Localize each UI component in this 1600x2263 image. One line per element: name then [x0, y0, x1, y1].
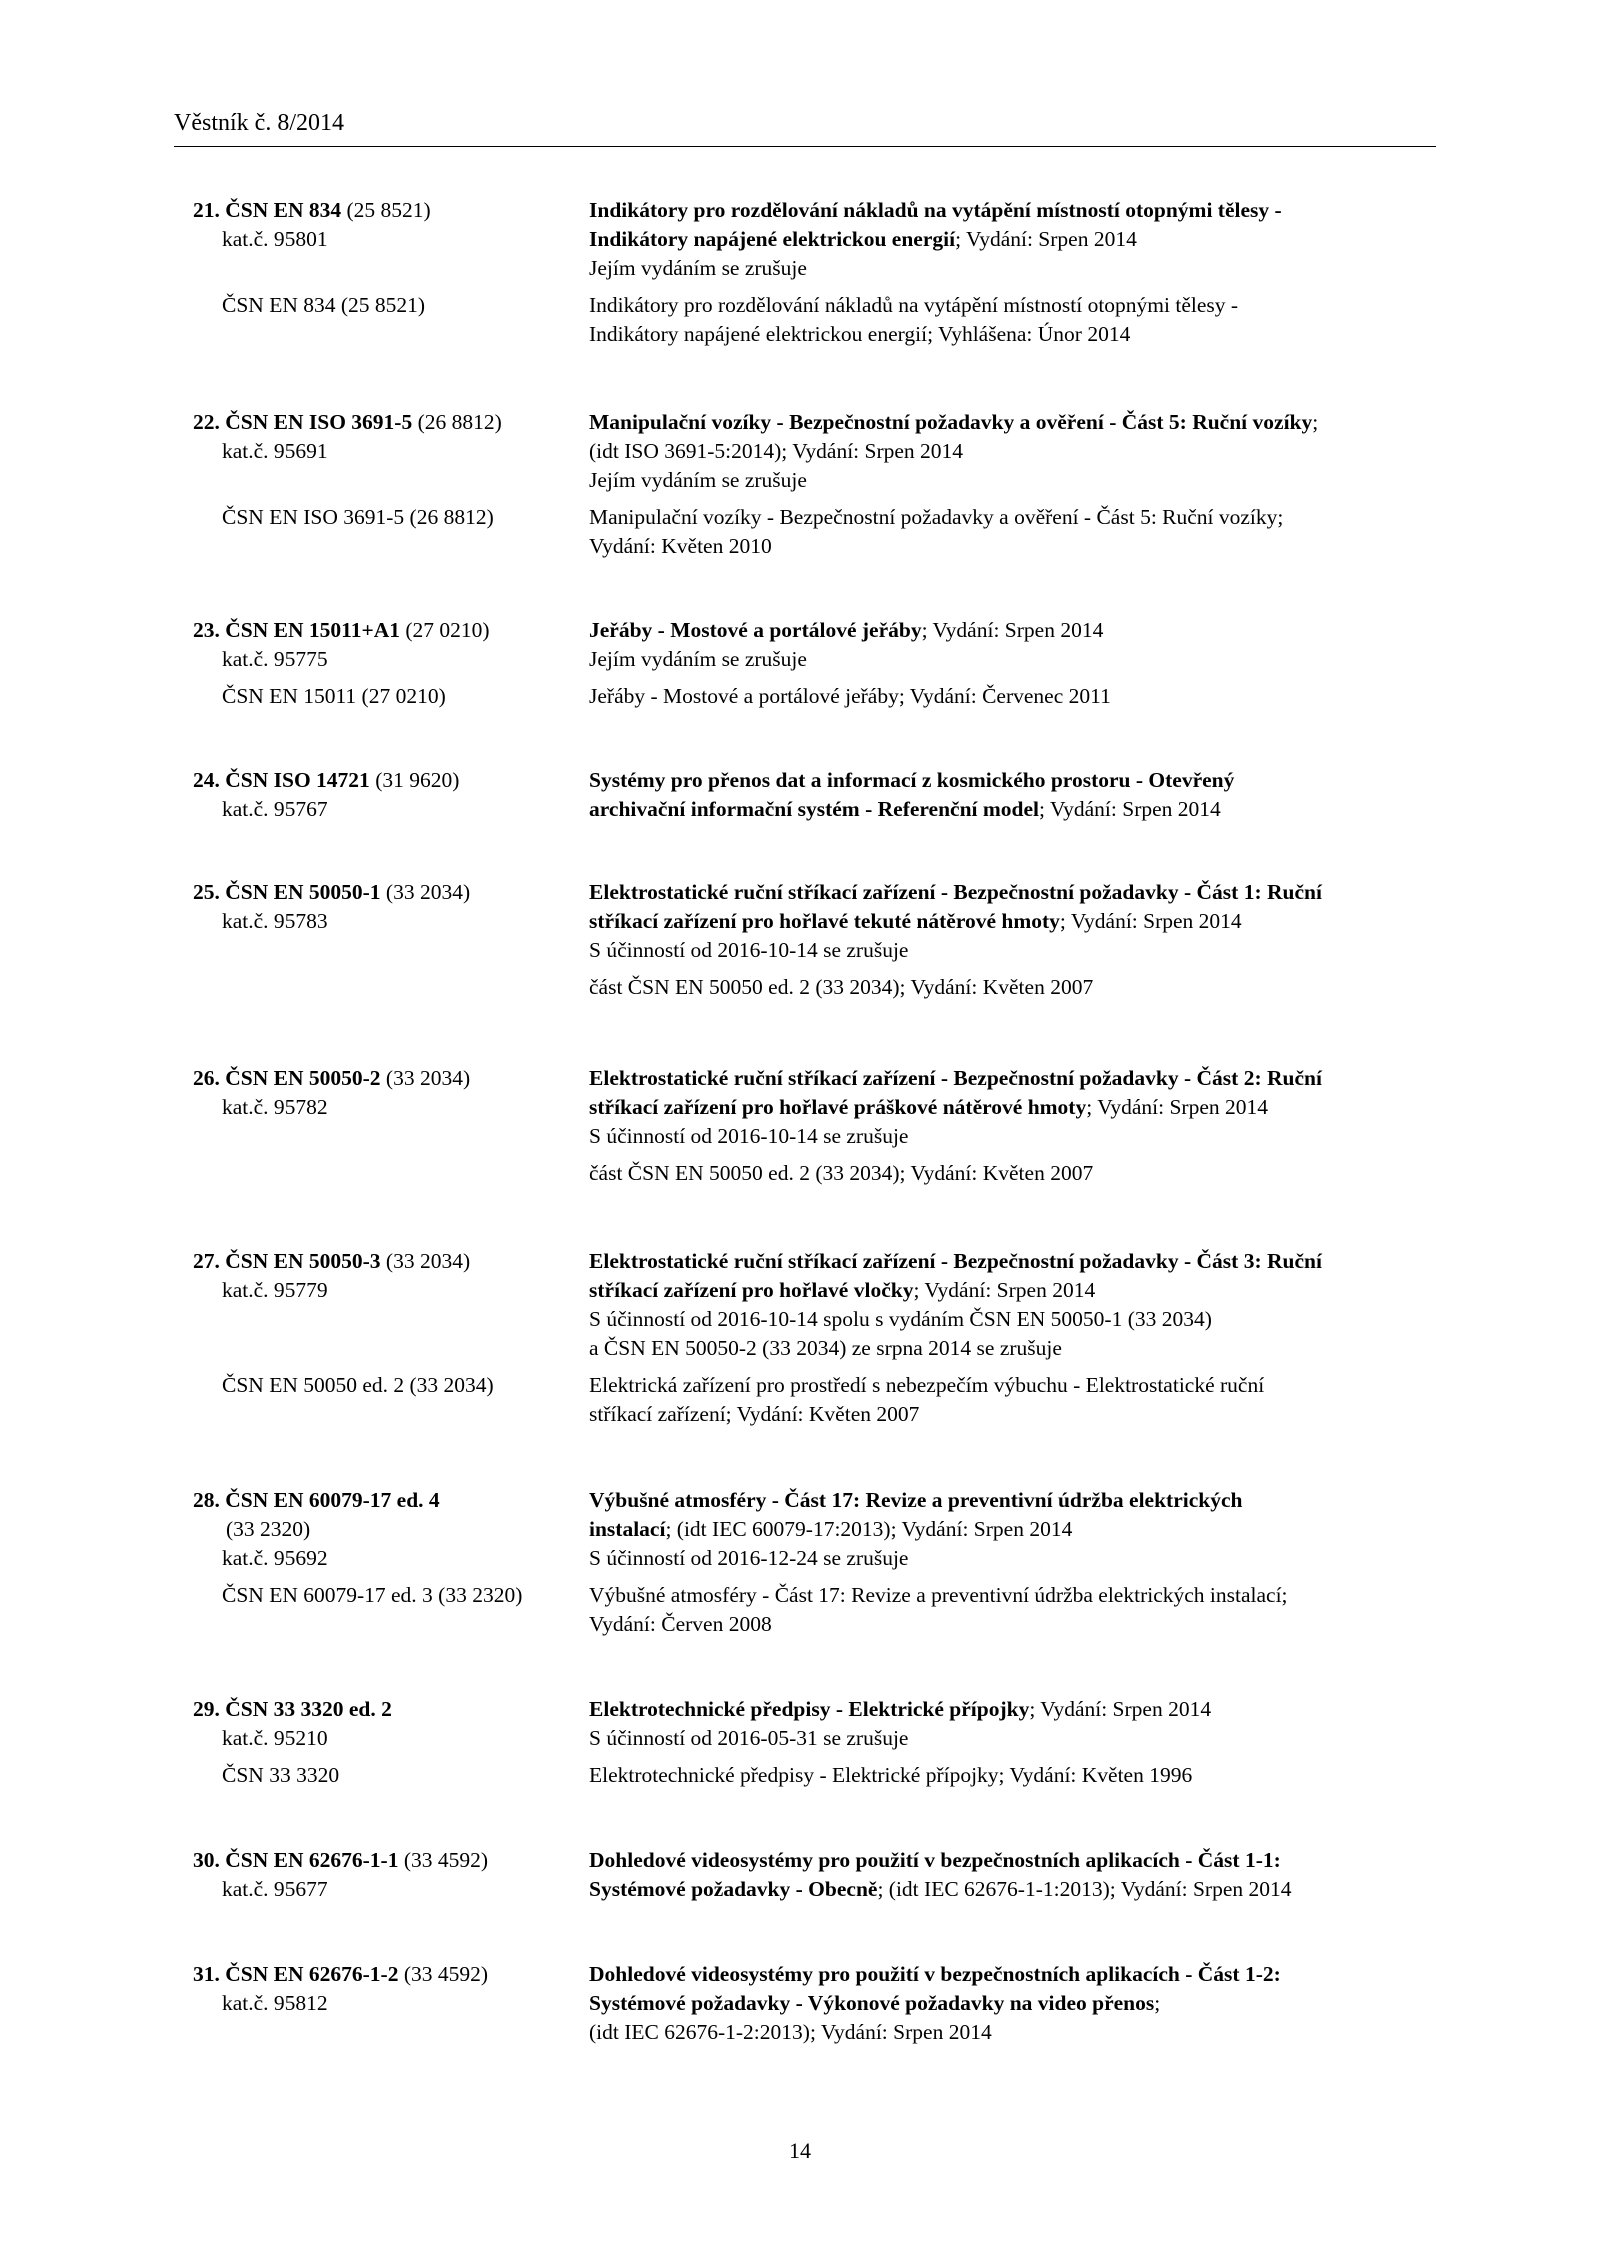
withdrawal-note: S účinností od 2016-12-24 se zrušuje: [589, 1546, 909, 1570]
title-text: ; Vydání: Srpen 2014: [1039, 797, 1221, 821]
class-code: (33 2034): [385, 880, 471, 904]
title-text: ; Vydání: Srpen 2014: [955, 227, 1137, 251]
standard-title-line: [589, 1991, 1160, 2015]
title-bold-text: stříkací zařízení pro hořlavé práškové nátěrové hmoty: [589, 1095, 1087, 1119]
entry-number: 22.: [193, 410, 220, 434]
page-header-title: Věstník č. 8/2014: [174, 110, 344, 136]
entry-designation-line: [193, 1249, 470, 1273]
entry-number: 29.: [193, 1697, 220, 1721]
class-code: (27 0210): [405, 618, 490, 642]
replaced-standard-text: Indikátory napájené elektrickou energií; Vyhlášena: Únor 2014: [589, 322, 1131, 346]
entry-designation-line: [193, 1697, 392, 1721]
title-bold-text: stříkací zařízení pro hořlavé tekuté nátěrové hmoty: [589, 909, 1060, 933]
title-text: ; (idt IEC 62676-1-1:2013); Vydání: Srpen 2014: [877, 1877, 1292, 1901]
title-bold-text: Systémové požadavky - Obecně: [589, 1877, 878, 1901]
title-bold-text: Dohledové videosystémy pro použití v bezpečnostních aplikacích - Část 1-1:: [589, 1848, 1281, 1872]
title-text: ; (idt IEC 60079-17:2013); Vydání: Srpen 2014: [665, 1517, 1073, 1541]
standard-title-line: [589, 1095, 1268, 1119]
catalog-number: kat.č. 95783: [222, 909, 328, 933]
replaced-standard-designation: ČSN EN 50050 ed. 2 (33 2034): [222, 1373, 494, 1397]
standard-title-line: [589, 410, 1318, 434]
title-bold-text: instalací: [589, 1517, 666, 1541]
standard-designation: ČSN EN 834: [225, 198, 342, 222]
entry-designation-line: [193, 618, 490, 642]
title-bold-text: Manipulační vozíky - Bezpečnostní požadavky a ověření - Část 5: Ruční vozíky: [589, 410, 1313, 434]
entry-number: 28.: [193, 1488, 220, 1512]
entry-designation-line: [193, 1488, 440, 1512]
standard-title-line: [589, 909, 1242, 933]
title-bold-text: Elektrostatické ruční stříkací zařízení - Bezpečnostní požadavky - Část 1: Ruční: [589, 880, 1322, 904]
standard-designation: ČSN EN 60079-17 ed. 4: [225, 1488, 440, 1512]
class-code: (33 4592): [403, 1962, 489, 1986]
replaced-standard-designation: ČSN 33 3320: [222, 1763, 340, 1787]
title-bold-text: Indikátory napájené elektrickou energií: [589, 227, 956, 251]
title-bold-text: archivační informační systém - Referenční model: [589, 797, 1040, 821]
replaced-standard-designation: ČSN EN 60079-17 ed. 3 (33 2320): [222, 1583, 523, 1607]
class-code: (33 2034): [385, 1249, 471, 1273]
withdrawal-note: Jejím vydáním se zrušuje: [589, 647, 807, 671]
class-code: (33 4592): [403, 1848, 489, 1872]
standard-designation: ČSN 33 3320 ed. 2: [225, 1697, 392, 1721]
title-bold-text: Dohledové videosystémy pro použití v bezpečnostních aplikacích - Část 1-2:: [589, 1962, 1281, 1986]
withdrawal-note: S účinností od 2016-10-14 se zrušuje: [589, 1124, 909, 1148]
title-text: ; Vydání: Srpen 2014: [1029, 1697, 1212, 1721]
class-code: (33 2034): [385, 1066, 471, 1090]
class-code: (26 8812): [417, 410, 502, 434]
standard-title-line: [589, 1278, 1095, 1302]
title-bold-text: stříkací zařízení pro hořlavé vločky: [589, 1278, 914, 1302]
standard-title-line: [589, 1517, 1072, 1541]
title-text: (idt ISO 3691-5:2014); Vydání: Srpen 2014: [589, 439, 964, 463]
replaced-standard-text: Manipulační vozíky - Bezpečnostní požadavky a ověření - Část 5: Ruční vozíky;: [589, 505, 1284, 529]
title-bold-text: Elektrostatické ruční stříkací zařízení - Bezpečnostní požadavky - Část 2: Ruční: [589, 1066, 1322, 1090]
title-bold-text: Výbušné atmosféry - Část 17: Revize a preventivní údržba elektrických: [589, 1488, 1243, 1512]
standard-title-line: [589, 1697, 1211, 1721]
catalog-number: kat.č. 95210: [222, 1726, 328, 1750]
entry-number: 23.: [193, 618, 220, 642]
standard-designation: ČSN EN 50050-3: [225, 1249, 381, 1273]
replaced-standard-text: Jeřáby - Mostové a portálové jeřáby; Vydání: Červenec 2011: [589, 684, 1111, 708]
entry-number: 27.: [193, 1249, 220, 1273]
title-bold-text: Elektrostatické ruční stříkací zařízení - Bezpečnostní požadavky - Část 3: Ruční: [589, 1249, 1322, 1273]
catalog-number: kat.č. 95782: [222, 1095, 328, 1119]
entry-number: 21.: [193, 198, 220, 222]
entry-number: 31.: [193, 1962, 220, 1986]
replaced-standard-text: Indikátory pro rozdělování nákladů na vytápění místností otopnými tělesy -: [589, 293, 1239, 317]
entry-number: 25.: [193, 880, 220, 904]
replaced-standard-text: část ČSN EN 50050 ed. 2 (33 2034); Vydání: Květen 2007: [589, 975, 1094, 999]
standard-title-line: [589, 1877, 1292, 1901]
standard-title-line: [589, 1962, 1281, 1986]
entry-designation-line: [193, 1962, 488, 1986]
withdrawal-note: a ČSN EN 50050-2 (33 2034) ze srpna 2014 se zrušuje: [589, 1336, 1062, 1360]
entry-number: 30.: [193, 1848, 220, 1872]
standard-title-line: [589, 768, 1234, 792]
title-text: ; Vydání: Srpen 2014: [1086, 1095, 1268, 1119]
standard-title-line: [589, 198, 1282, 222]
standard-title-line: [589, 439, 963, 463]
catalog-number: kat.č. 95692: [222, 1546, 328, 1570]
title-text: ; Vydání: Srpen 2014: [913, 1278, 1096, 1302]
title-bold-text: Elektrotechnické předpisy - Elektrické přípojky: [589, 1697, 1030, 1721]
standard-title-line: [589, 880, 1322, 904]
title-text: (idt IEC 62676-1-2:2013); Vydání: Srpen 2014: [589, 2020, 992, 2044]
standard-designation: ČSN EN 62676-1-1: [225, 1848, 399, 1872]
catalog-number: kat.č. 95767: [222, 797, 328, 821]
entry-number: 26.: [193, 1066, 220, 1090]
replaced-standard-designation: ČSN EN 834 (25 8521): [222, 293, 426, 317]
title-text: ; Vydání: Srpen 2014: [921, 618, 1104, 642]
entry-designation-line: [193, 880, 470, 904]
catalog-number: kat.č. 95801: [222, 227, 328, 251]
entry-designation-line: [193, 410, 502, 434]
entry-designation-line: [193, 1066, 470, 1090]
replaced-standard-designation: ČSN EN 15011 (27 0210): [222, 684, 446, 708]
entry-designation-line: [193, 198, 431, 222]
withdrawal-note: S účinností od 2016-05-31 se zrušuje: [589, 1726, 909, 1750]
class-code: (31 9620): [375, 768, 460, 792]
standard-title-line: [589, 797, 1221, 821]
standard-designation: ČSN EN 50050-1: [225, 880, 381, 904]
replaced-standard-text: Elektrická zařízení pro prostředí s nebezpečím výbuchu - Elektrostatické ruční: [589, 1373, 1265, 1397]
standard-designation: ČSN EN 50050-2: [225, 1066, 381, 1090]
replaced-standard-designation: ČSN EN ISO 3691-5 (26 8812): [222, 505, 494, 529]
standard-title-line: [589, 227, 1137, 251]
entry-designation-line: [193, 768, 459, 792]
header-rule: [174, 146, 1436, 147]
title-text: ; Vydání: Srpen 2014: [1059, 909, 1242, 933]
withdrawal-note: Jejím vydáním se zrušuje: [589, 256, 807, 280]
standard-designation: ČSN ISO 14721: [225, 768, 370, 792]
title-text: ;: [1312, 410, 1319, 434]
catalog-number: kat.č. 95677: [222, 1877, 328, 1901]
standard-designation: ČSN EN 62676-1-2: [225, 1962, 399, 1986]
replaced-standard-text: Elektrotechnické předpisy - Elektrické přípojky; Vydání: Květen 1996: [589, 1763, 1193, 1787]
class-code: (25 8521): [346, 198, 431, 222]
standard-title-line: [589, 1066, 1322, 1090]
standard-title-line: [589, 2020, 992, 2044]
entry-designation-line: [193, 1848, 488, 1872]
title-bold-text: Systémy pro přenos dat a informací z kosmického prostoru - Otevřený: [589, 768, 1235, 792]
replaced-standard-text: Vydání: Květen 2010: [589, 534, 772, 558]
catalog-number: kat.č. 95779: [222, 1278, 328, 1302]
title-bold-text: Indikátory pro rozdělování nákladů na vytápění místností otopnými tělesy -: [589, 198, 1282, 222]
title-bold-text: Systémové požadavky - Výkonové požadavky na video přenos: [589, 1991, 1155, 2015]
replaced-standard-text: stříkací zařízení; Vydání: Květen 2007: [589, 1402, 920, 1426]
page-number: 14: [789, 2138, 811, 2163]
standard-title-line: [589, 1848, 1281, 1872]
withdrawal-note: S účinností od 2016-10-14 se zrušuje: [589, 938, 909, 962]
standard-designation: ČSN EN 15011+A1: [225, 618, 400, 642]
title-text: ;: [1154, 1991, 1161, 2015]
replaced-standard-text: Vydání: Červen 2008: [589, 1612, 772, 1636]
catalog-number: kat.č. 95812: [222, 1991, 328, 2015]
replaced-standard-text: Výbušné atmosféry - Část 17: Revize a preventivní údržba elektrických instalací;: [589, 1583, 1288, 1607]
withdrawal-note: Jejím vydáním se zrušuje: [589, 468, 807, 492]
standard-title-line: [589, 1488, 1242, 1512]
entry-number: 24.: [193, 768, 220, 792]
catalog-number: kat.č. 95775: [222, 647, 328, 671]
standard-designation: ČSN EN ISO 3691-5: [225, 410, 413, 434]
catalog-number: kat.č. 95691: [222, 439, 328, 463]
title-bold-text: Jeřáby - Mostové a portálové jeřáby: [589, 618, 922, 642]
withdrawal-note: S účinností od 2016-10-14 spolu s vydáním ČSN EN 50050-1 (33 2034): [589, 1307, 1212, 1331]
standard-title-line: [589, 1249, 1322, 1273]
standard-title-line: [589, 618, 1103, 642]
replaced-standard-text: část ČSN EN 50050 ed. 2 (33 2034); Vydání: Květen 2007: [589, 1161, 1094, 1185]
class-code-line: (33 2320): [226, 1517, 311, 1541]
